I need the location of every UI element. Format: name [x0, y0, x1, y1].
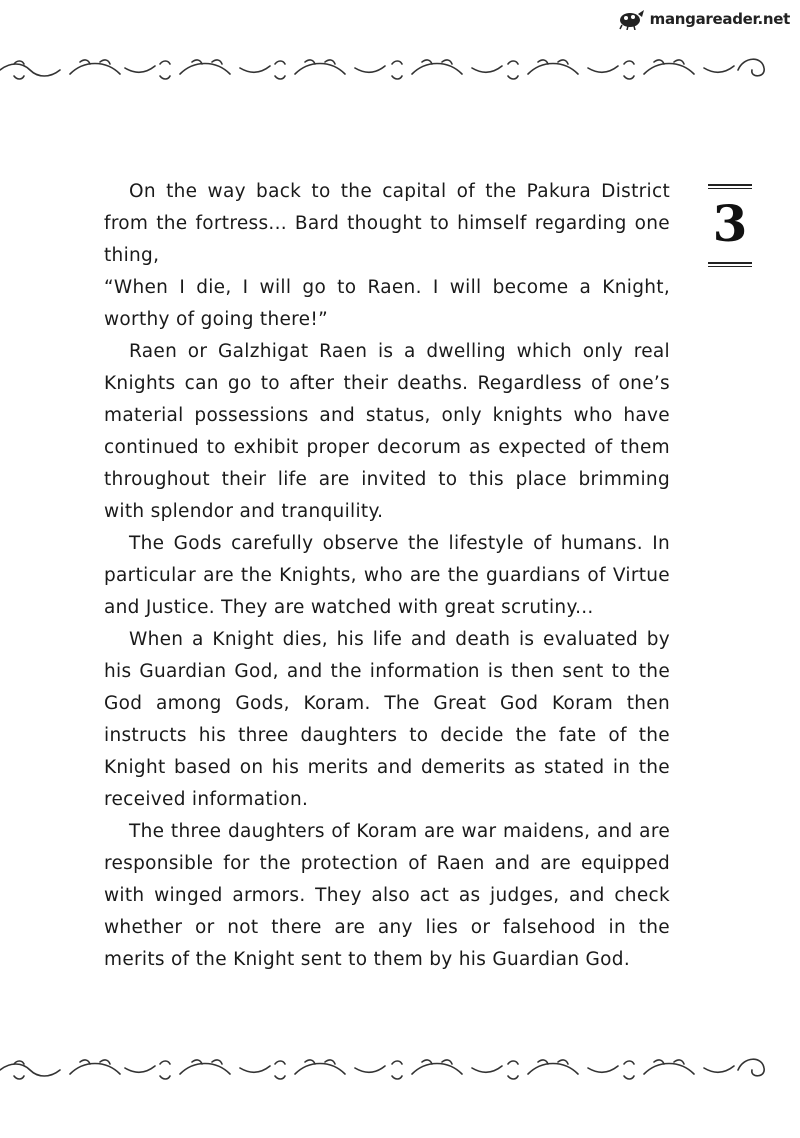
chapter-rule-top	[708, 184, 752, 189]
paragraph: When a Knight dies, his life and death is evaluated by his Guardian God, and the information is then sent to the God among Gods, Koram. The Great God Koram then instructs his three daughters to decide the fate of the Knight based on his merits and demerits as stated in the received information.	[104, 629, 670, 810]
paragraph: The Gods carefully observe the lifestyle of humans. In particular are the Knights, who are the guardians of Virtue and Justice. They are watched with great scrutiny...	[104, 533, 670, 618]
chapter-rule-bottom	[708, 262, 752, 267]
ornamental-border-top	[0, 48, 800, 88]
ornamental-border-bottom	[0, 1048, 800, 1088]
mangareader-logo-icon	[618, 8, 646, 30]
chapter-marker	[708, 180, 752, 270]
paragraph: “When I die, I will go to Raen. I will become a Knight, worthy of going there!”	[104, 277, 670, 330]
paragraph: On the way back to the capital of the Pakura District from the fortress... Bard thought to himself regarding one thing,	[104, 181, 670, 266]
chapter-number: 3	[712, 194, 748, 253]
text-body	[104, 176, 670, 976]
paragraph: Raen or Galzhigat Raen is a dwelling which only real Knights can go to after their deaths. Regardless of one’s material possessions and status, only knights who have continued to exhibit proper decorum as expected of them throughout their life are invited to this place brimming with splendor and tranquility.	[104, 341, 670, 522]
watermark	[618, 8, 790, 30]
watermark-text: mangareader.net	[649, 10, 790, 28]
paragraph: The three daughters of Koram are war maidens, and are responsible for the protection of Raen and are equipped with winged armors. They also act as judges, and check whether or not there are any lies or falsehood in the merits of the Knight sent to them by his Guardian God.	[104, 821, 670, 970]
